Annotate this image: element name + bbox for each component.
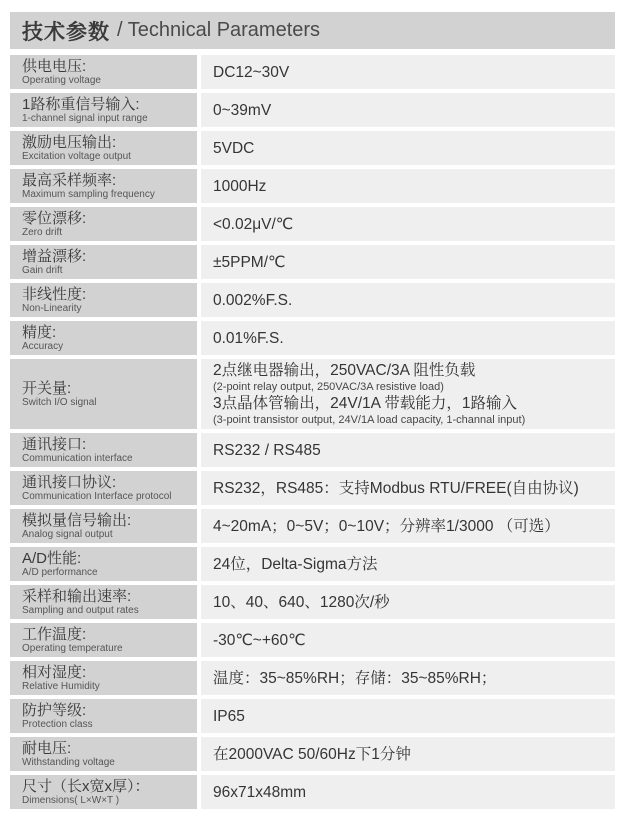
parameter-value-cell — [201, 699, 615, 733]
parameter-value: DC12~30V — [213, 63, 290, 81]
parameter-label-chinese: 最高采样频率: — [22, 171, 117, 189]
parameter-label-cell — [10, 509, 197, 543]
parameter-value-cell — [201, 245, 615, 279]
parameter-row — [10, 321, 615, 355]
parameter-row — [10, 55, 615, 89]
parameter-label-cell — [10, 471, 197, 505]
parameter-label-english: Zero drift — [22, 226, 63, 238]
parameter-label-cell — [10, 623, 197, 657]
parameter-row — [10, 283, 615, 317]
parameter-value: ±5PPM/℃ — [213, 253, 286, 271]
parameter-label-cell — [10, 321, 197, 355]
parameter-label-english: A/D performance — [22, 566, 98, 578]
parameter-value-cell — [201, 737, 615, 771]
parameter-label-cell — [10, 283, 197, 317]
parameter-row — [10, 169, 615, 203]
parameter-value-cell — [201, 661, 615, 695]
parameter-label-english: Switch I/O signal — [22, 396, 97, 408]
parameter-value-cell — [201, 471, 615, 505]
parameter-value-cell — [201, 131, 615, 165]
parameter-label-english: Protection class — [22, 718, 93, 730]
parameter-row — [10, 737, 615, 771]
parameter-label-english: Communication Interface protocol — [22, 490, 172, 502]
parameter-value: 0.01%F.S. — [213, 329, 284, 347]
parameter-label-chinese: 增益漂移: — [22, 247, 87, 265]
parameter-label-cell — [10, 585, 197, 619]
parameter-value: 0.002%F.S. — [213, 291, 293, 309]
parameter-value-cell — [201, 169, 615, 203]
parameter-value: <0.02μV/℃ — [213, 215, 294, 233]
parameter-label-cell — [10, 737, 197, 771]
parameter-row — [10, 245, 615, 279]
parameter-label-english: Maximum sampling frequency — [22, 188, 155, 200]
parameter-row — [10, 433, 615, 467]
parameter-label-chinese: 供电电压: — [22, 57, 87, 75]
parameter-row — [10, 93, 615, 127]
parameter-value: RS232，RS485：支持Modbus RTU/FREE(自由协议) — [213, 479, 579, 497]
parameter-label-english: Gain drift — [22, 264, 63, 276]
parameter-label-cell — [10, 547, 197, 581]
parameter-label-english: Accuracy — [22, 340, 64, 352]
parameter-label-chinese: 非线性度: — [22, 285, 87, 303]
parameter-label-cell — [10, 433, 197, 467]
parameter-row — [10, 775, 615, 809]
parameter-label-chinese: 1路称重信号输入: — [22, 95, 140, 113]
parameter-label-cell — [10, 131, 197, 165]
parameter-label-cell — [10, 93, 197, 127]
parameter-label-chinese: 激励电压输出: — [22, 133, 117, 151]
parameter-value-line: 3点晶体管输出，24V/1A 带载能力，1路输入 — [213, 395, 518, 412]
parameter-label-cell — [10, 207, 197, 241]
parameter-value-line: 2点继电器输出，250VAC/3A 阻性负载 — [213, 362, 476, 379]
parameter-value-cell — [201, 585, 615, 619]
parameter-label-chinese: 开关量: — [22, 379, 72, 397]
page-title-english: / Technical Parameters — [117, 19, 321, 41]
parameter-row — [10, 585, 615, 619]
parameter-value: 96x71x48mm — [213, 783, 307, 801]
parameter-label-cell — [10, 245, 197, 279]
parameter-label-english: Withstanding voltage — [22, 756, 115, 768]
parameter-value: IP65 — [213, 707, 245, 725]
parameter-value-line: (2-point relay output, 250VAC/3A resistive load) — [213, 381, 444, 393]
parameter-value-cell — [201, 775, 615, 809]
parameter-label-english: 1-channel signal input range — [22, 112, 148, 124]
parameter-value: -30℃~+60℃ — [213, 631, 306, 649]
parameter-value-cell — [201, 207, 615, 241]
parameter-value: 4~20mA；0~5V；0~10V；分辨率1/3000 （可选） — [213, 517, 560, 535]
parameter-label-chinese: 尺寸（长x宽x厚）： — [22, 777, 150, 795]
parameter-row — [10, 359, 615, 429]
parameter-label-chinese: 相对湿度: — [22, 663, 87, 681]
parameter-label-chinese: 模拟量信号输出: — [22, 511, 132, 529]
page-title-chinese: 技术参数 — [22, 20, 110, 44]
parameter-value-cell — [201, 321, 615, 355]
parameter-value-cell — [201, 359, 615, 429]
parameter-value: 在2000VAC 50/60Hz下1分钟 — [213, 745, 411, 763]
parameter-row — [10, 661, 615, 695]
parameter-label-english: Operating voltage — [22, 74, 101, 86]
parameter-label-english: Analog signal output — [22, 528, 113, 540]
parameter-label-chinese: 耐电压: — [22, 739, 72, 757]
parameter-value: RS232 / RS485 — [213, 441, 321, 459]
parameter-row — [10, 207, 615, 241]
parameter-label-chinese: 采样和输出速率: — [22, 587, 132, 605]
parameter-label-chinese: A/D性能: — [22, 549, 82, 567]
parameter-label-cell — [10, 169, 197, 203]
parameter-value-cell — [201, 93, 615, 127]
parameter-row — [10, 547, 615, 581]
parameter-row — [10, 699, 615, 733]
parameter-row — [10, 623, 615, 657]
parameter-label-english: Sampling and output rates — [22, 604, 139, 616]
parameter-value-cell — [201, 283, 615, 317]
parameter-value-cell — [201, 623, 615, 657]
parameter-value-cell — [201, 433, 615, 467]
parameter-label-cell — [10, 55, 197, 89]
parameter-label-cell — [10, 359, 197, 429]
parameter-label-english: Relative Humidity — [22, 680, 100, 692]
parameter-value: 24位，Delta-Sigma方法 — [213, 555, 378, 573]
parameter-label-chinese: 工作温度: — [22, 625, 87, 643]
parameter-row — [10, 509, 615, 543]
parameter-label-cell — [10, 699, 197, 733]
parameter-label-chinese: 精度: — [22, 323, 57, 341]
parameter-label-cell — [10, 661, 197, 695]
parameter-label-chinese: 防护等级: — [22, 701, 87, 719]
parameter-label-chinese: 通讯接口: — [22, 435, 87, 453]
parameter-label-english: Operating temperature — [22, 642, 123, 654]
parameter-label-english: Dimensions( L×W×T ) — [22, 794, 120, 806]
parameter-value-cell — [201, 547, 615, 581]
parameter-value: 10、40、640、1280次/秒 — [213, 593, 390, 611]
parameter-value: 温度：35~85%RH；存储：35~85%RH； — [213, 669, 497, 687]
parameter-value-cell — [201, 55, 615, 89]
parameter-label-english: Communication interface — [22, 452, 133, 464]
parameters-table — [10, 55, 615, 809]
parameter-value: 1000Hz — [213, 177, 267, 195]
parameter-value: 0~39mV — [213, 101, 272, 119]
parameter-label-chinese: 零位漂移: — [22, 209, 87, 227]
parameter-label-cell — [10, 775, 197, 809]
parameter-row — [10, 471, 615, 505]
parameter-label-english: Non-Linearity — [22, 302, 82, 314]
parameter-value: 5VDC — [213, 139, 255, 157]
parameter-row — [10, 131, 615, 165]
parameter-value-cell — [201, 509, 615, 543]
parameter-label-english: Excitation voltage output — [22, 150, 131, 162]
page-title — [10, 12, 615, 49]
parameter-label-chinese: 通讯接口协议: — [22, 473, 117, 491]
parameter-value-line: (3-point transistor output, 24V/1A load capacity, 1-channal input) — [213, 414, 526, 426]
